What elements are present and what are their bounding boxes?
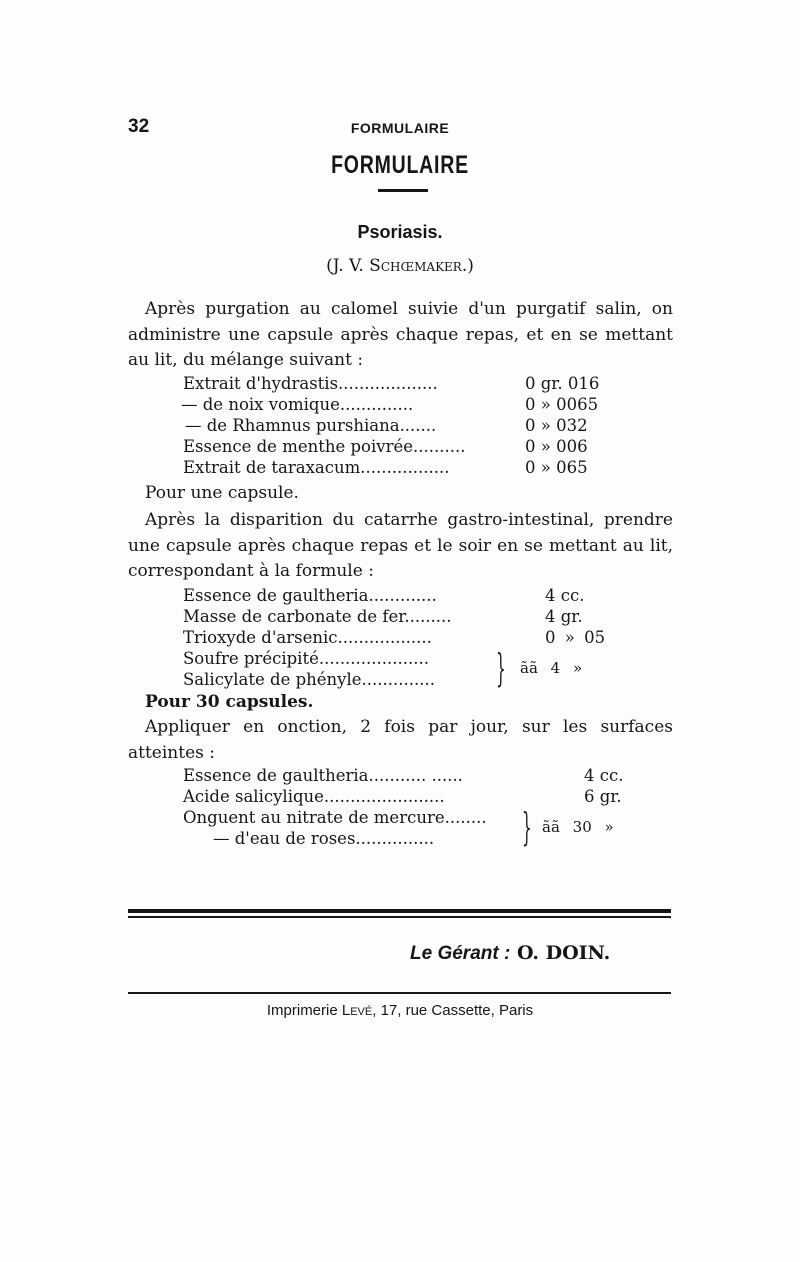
intro-paragraph: Après purgation au calomel suivie d'un purgatif salin, on administre une capsule après chaque repas, et en se mettant au lit, du mélange suivant : [128,299,673,370]
formula1-item-amount: 0 » 065 [525,458,588,477]
formula3-item-amount: 4 cc. [584,766,624,785]
formula1-item-name: Extrait d'hydrastis................... [183,374,438,393]
formula2-item-name: Trioxyde d'arsenic.................. [183,628,432,647]
running-head: FORMULAIRE [350,120,450,136]
formula2-brace-amount: ãã 4 » [520,659,583,677]
formula1-item-name: — de Rhamnus purshiana....... [185,416,437,435]
formula3-item-name: Acide salicylique....................... [183,787,445,806]
formula2-item-name: Soufre précipité..................... [183,649,429,668]
printer-rule [128,992,671,994]
formula1-yield: Pour une capsule. [145,483,299,503]
formula3-item-name: Essence de gaultheria........... ...... [183,766,463,785]
paragraph-3: Appliquer en onction, 2 fois par jour, sur les surfaces atteintes : [128,717,673,763]
formula1-item-name: — de noix vomique.............. [181,395,414,414]
gerant-signature: Le Gérant : O. DOIN. [410,942,611,964]
formula1-item-name: Extrait de taraxacum................. [183,458,450,477]
brace-icon: } [522,805,532,849]
formula3-item-amount: 6 gr. [584,787,622,806]
article-author: (J. V. Schœmaker.) [326,256,474,276]
formula2-item-amount: 0 » 05 [545,628,606,647]
formula2-item-amount: 4 gr. [545,607,583,626]
brace-icon: } [496,646,506,690]
formula1-item-name: Essence de menthe poivrée.......... [183,437,466,456]
formula3-item-name: — d'eau de roses............... [213,829,435,848]
formula2-item-name: Masse de carbonate de fer......... [183,607,452,626]
formula1-item-amount: 0 gr. 016 [525,374,600,393]
section-title: FORMULAIRE [331,151,469,179]
printer-imprint: Imprimerie Levé, 17, rue Cassette, Paris [266,1002,534,1019]
formula1-item-amount: 0 » 006 [525,437,588,456]
formula2-item-name: Essence de gaultheria............. [183,586,437,605]
title-divider [378,189,428,192]
paragraph-2: Après la disparition du catarrhe gastro-intestinal, prendre une capsule après chaque repas et le soir en se mettant au lit, correspondant à la formule : [128,510,673,581]
footer-rule-thin [128,916,671,918]
formula3-item-name: Onguent au nitrate de mercure........ [183,808,487,827]
formula1-item-amount: 0 » 0065 [525,395,599,414]
article-title: Psoriasis. [357,222,443,242]
formula3-brace-amount: ãã 30 » [542,818,614,836]
formula2-item-name: Salicylate de phényle.............. [183,670,435,689]
formula1-item-amount: 0 » 032 [525,416,588,435]
formula2-item-amount: 4 cc. [545,586,585,605]
footer-rule-thick [128,909,671,913]
page-number: 32 [128,116,150,137]
formula2-yield: Pour 30 capsules. [145,692,314,712]
